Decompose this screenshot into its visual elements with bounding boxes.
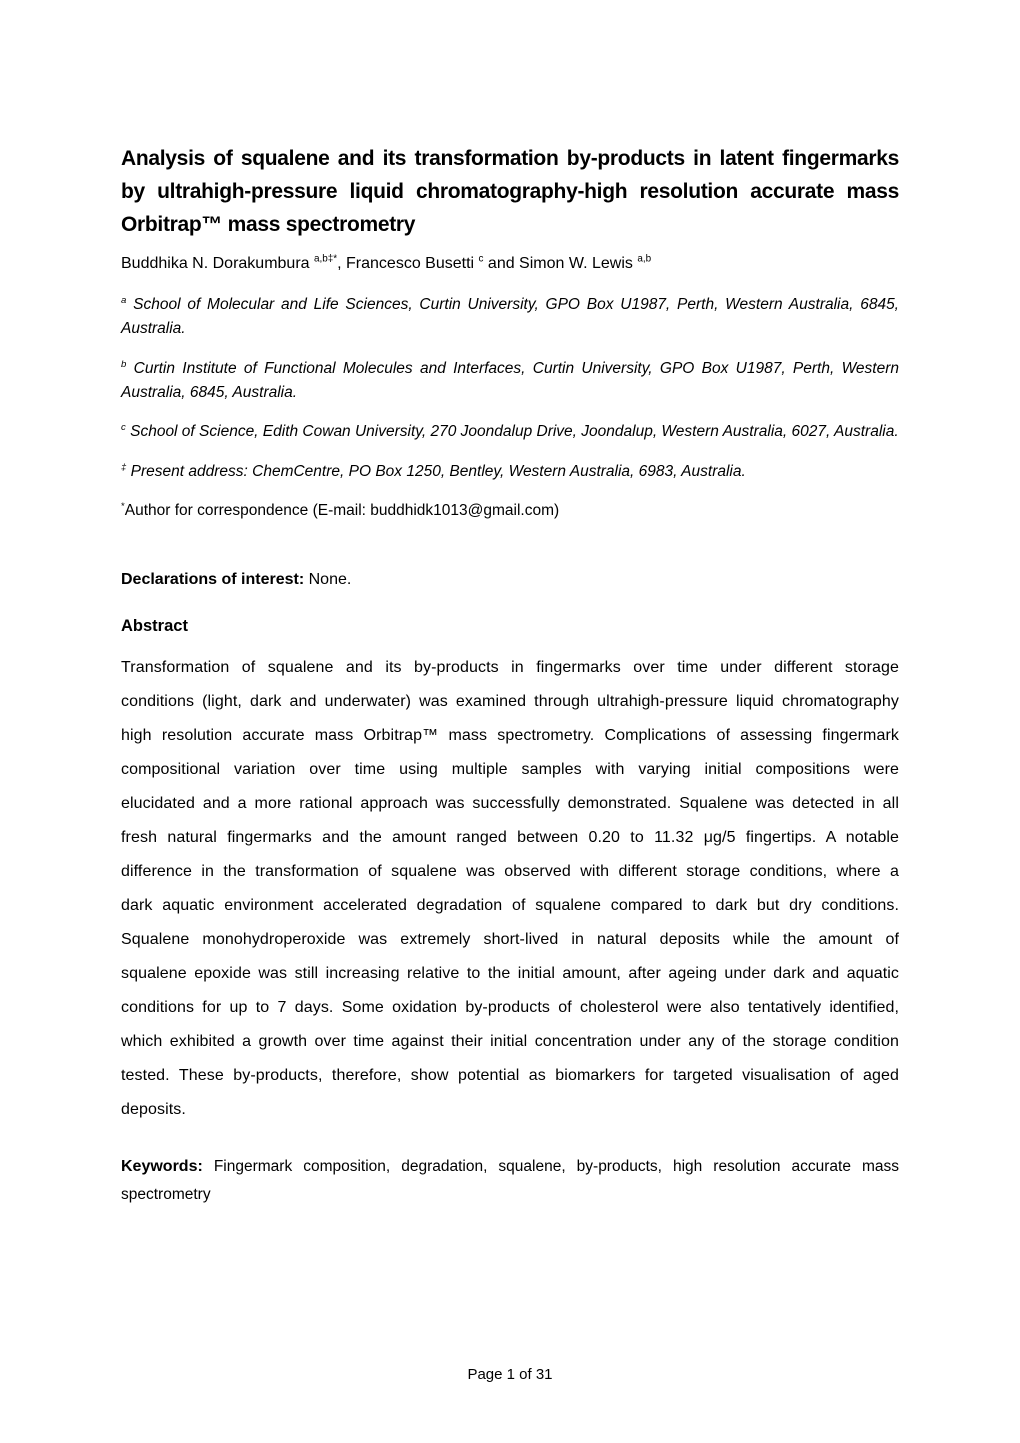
author-name-3: and Simon W. Lewis xyxy=(483,255,638,272)
keywords-line xyxy=(121,1153,899,1209)
author-name-1: Buddhika N. Dorakumbura xyxy=(121,255,314,272)
present-address xyxy=(121,460,899,484)
correspondence-text: Author for correspondence (E-mail: buddhidk1013@gmail.com) xyxy=(124,502,560,519)
author-superscript-3: a,b xyxy=(637,253,652,265)
page-number-footer: Page 1 of 31 xyxy=(467,1366,553,1383)
correspondence-marker: * xyxy=(121,500,125,512)
correspondence-line xyxy=(121,499,899,523)
abstract-heading: Abstract xyxy=(121,617,188,635)
affiliation-c-marker: c xyxy=(121,421,126,433)
author-superscript-2: c xyxy=(478,253,484,265)
present-address-marker: ‡ xyxy=(121,461,127,473)
keywords-value: Fingermark composition, degradation, squalene, by-products, high resolution accurate mass spectrometry xyxy=(121,1157,899,1203)
affiliation-b-marker: b xyxy=(121,358,127,370)
affiliation-a-marker: a xyxy=(121,294,127,306)
present-address-text: Present address: ChemCentre, PO Box 1250, Bentley, Western Australia, 6983, Australia. xyxy=(130,462,746,480)
affiliation-a xyxy=(121,293,899,341)
declarations-value: None. xyxy=(308,571,352,588)
author-superscript-1: a,b‡* xyxy=(313,253,338,265)
keywords-label: Keywords: xyxy=(121,1157,203,1175)
declarations-label: Declarations of interest: xyxy=(121,571,305,588)
paper-title: Analysis of squalene and its transformation by-products in latent fingermarks by ultrahigh-pressure liquid chromatography-high resolution accurate mass Orbitrap™ mass spectrometry xyxy=(121,147,899,236)
abstract-body: Transformation of squalene and its by-products in fingermarks over time under different storage conditions (light, dark and underwater) was examined through ultrahigh-pressure liquid chromatography high resolution accurate mass Orbitrap™ mass spectrometry. Complications of assessing fingermark compositional variation over time using multiple samples with varying initial compositions were elucidated and a more rational approach was successfully demonstrated. Squalene was detected in all fresh natural fingermarks and the amount ranged between 0.20 to 11.32 μg/5 fingertips. A notable difference in the transformation of squalene was observed with different storage conditions, where a dark aquatic environment accelerated degradation of squalene compared to dark but dry conditions. Squalene monohydroperoxide was extremely short-lived in natural deposits while the amount of squalene epoxide was still increasing relative to the initial amount, after ageing under dark and aquatic conditions for up to 7 days. Some oxidation by-products of cholesterol were also tentatively identified, which exhibited a growth over time against their initial concentration under any of the storage condition tested. These by-products, therefore, show potential as biomarkers for targeted visualisation of aged deposits. xyxy=(121,658,899,1118)
affiliation-c-text: School of Science, Edith Cowan University, 270 Joondalup Drive, Joondalup, Western Australia, 6027, Australia. xyxy=(130,423,899,440)
author-byline xyxy=(121,253,899,275)
affiliation-a-text: School of Molecular and Life Sciences, Curtin University, GPO Box U1987, Perth, Western Australia, 6845, Australia. xyxy=(121,296,899,337)
declarations-of-interest xyxy=(121,569,899,591)
affiliation-b-text: Curtin Institute of Functional Molecules and Interfaces, Curtin University, GPO Box U1987, Perth, Western Australia, 6845, Australia. xyxy=(121,359,899,401)
affiliation-c xyxy=(121,420,899,444)
author-name-2: , Francesco Busetti xyxy=(337,255,479,272)
affiliation-b xyxy=(121,357,899,405)
